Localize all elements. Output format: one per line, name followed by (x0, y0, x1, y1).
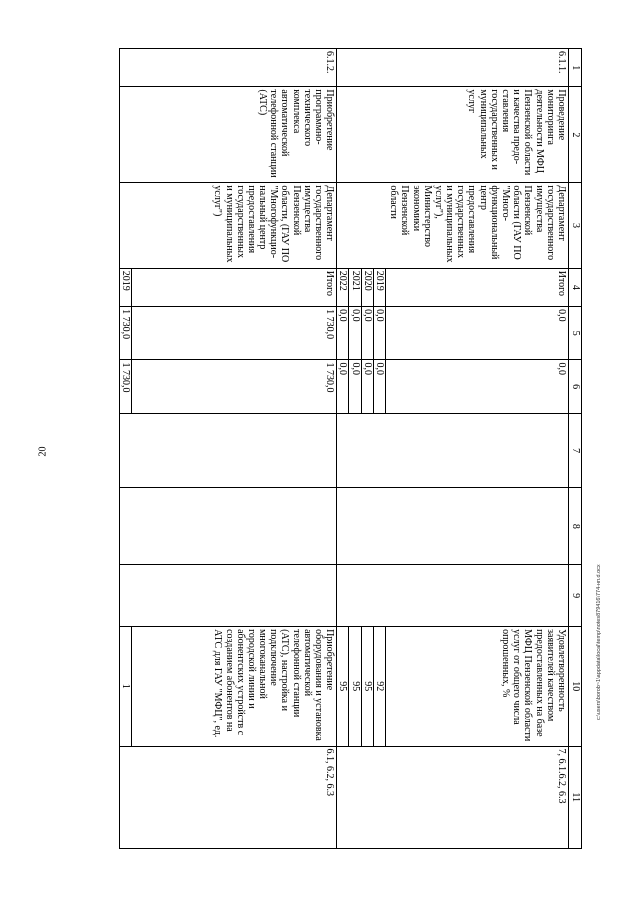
total-col5: 0,0 (386, 307, 569, 360)
total-col5: 1 730,0 (132, 307, 337, 360)
row-number: 6.1.2. (120, 49, 337, 87)
page-number: 20 (37, 446, 49, 457)
activity-name: Приобретение программно-технического комплекса автоматической телефонной станции (АТС) (120, 87, 337, 183)
rotated-sheet (107, 48, 582, 848)
indicator: Удовлетворенность заявителей качеством предоставленных на базе МФЦ Пензенской области услуг от общего числа опрошенных, % (386, 627, 569, 746)
column-number-11: 11 (569, 746, 582, 848)
year-col6: 0,0 (361, 360, 373, 413)
column-number-1: 1 (569, 49, 582, 87)
executor: Департамент государственного имущества Пензенской области, (ГАУ ПО "Многофункциональный центр предоставления государственных и муниципальных услуг") (120, 183, 337, 268)
column-number-10: 10 (569, 627, 582, 746)
row-number: 6.1.1. (337, 49, 569, 87)
year-col5: 0,0 (337, 307, 349, 360)
year-col10: 95 (337, 627, 349, 746)
year-col5: 0,0 (373, 307, 385, 360)
year: 2019 (120, 268, 132, 306)
year-col6: 0,0 (373, 360, 385, 413)
period-total-label: Итого (386, 268, 569, 306)
indicator: Приобретение оборудования и установка автоматической телефонной станции (АТС), настройка и подключение многоканальной городской линии и абонентских устройств с созданием абонентов на АТС для ГАУ "МФЦ", ед. (132, 627, 337, 746)
year: 2022 (337, 268, 349, 306)
footer-path: c:\users\borob~1\appdata\local\temp\notes879416\774-нп.d.ocx (596, 564, 602, 720)
year-col6: 0,0 (349, 360, 361, 413)
activity-name: Проведение мониторинга деятельности МФЦ Пензенской области и качества предоставления государственных и муниципальных услуг (337, 87, 569, 183)
total-col6: 0,0 (386, 360, 569, 413)
related-items: 7, 6.1.6.2, 6.3 (337, 746, 569, 848)
column-number-5: 5 (569, 307, 582, 360)
year-col6: 0,0 (337, 360, 349, 413)
column-number-9: 9 (569, 565, 582, 627)
year-col5: 1 730,0 (120, 307, 132, 360)
year-col6: 1 730,0 (120, 360, 132, 413)
year-col10: 95 (361, 627, 373, 746)
year-col10: 92 (373, 627, 385, 746)
year-col5: 0,0 (361, 307, 373, 360)
period-total-label: Итого (132, 268, 337, 306)
related-items: 6.1, 6.2, 6.3 (120, 746, 337, 848)
year-col10: 1 (120, 627, 132, 746)
year-col5: 0,0 (349, 307, 361, 360)
year: 2020 (361, 268, 373, 306)
year: 2021 (349, 268, 361, 306)
year-col10: 95 (349, 627, 361, 746)
column-number-4: 4 (569, 268, 582, 306)
column-number-6: 6 (569, 360, 582, 413)
year: 2019 (373, 268, 385, 306)
total-col6: 1 730,0 (132, 360, 337, 413)
column-number-2: 2 (569, 87, 582, 183)
column-number-3: 3 (569, 183, 582, 268)
column-number-8: 8 (569, 488, 582, 565)
column-number-7: 7 (569, 413, 582, 488)
executor: Департамент государственного имущества Пензенской области (ГАУ ПО "Многофункциональный центр предоставления государственных и муниципальных услуг"), Министерство экономики Пензенской области (337, 183, 569, 268)
